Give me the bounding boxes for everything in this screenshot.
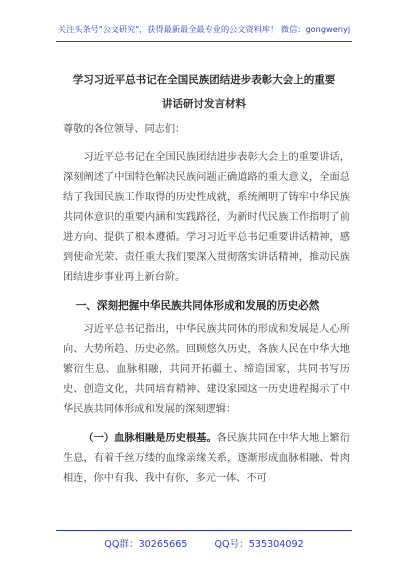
salutation: 尊敬的各位领导、同志们： bbox=[63, 124, 186, 135]
header-divider bbox=[56, 41, 352, 42]
footer-qq-group: QQ群：30265665 bbox=[104, 539, 188, 550]
document-title bbox=[40, 68, 368, 116]
subsection-1-paragraph bbox=[63, 428, 350, 489]
footer-divider bbox=[56, 530, 352, 531]
section-1-heading: 一、深刻把握中华民族共同体形成和发展的历史必然 bbox=[75, 300, 320, 312]
footer bbox=[0, 536, 408, 550]
header-note: 关注头条号"公文研究"，获得最新最全最专业的公文资料库！ 微信：gongwenyj bbox=[57, 24, 351, 34]
title-line-1: 学习习近平总书记在全国民族团结进步表彰大会上的重要 bbox=[72, 74, 336, 86]
document-body bbox=[63, 120, 350, 489]
intro-paragraph: 习近平总书记在全国民族团结进步表彰大会上的重要讲话，深刻阐述了中国特色解决民族问题正确道路的重大意义，全面总结了我国民族工作取得的历史性成就，系统阐明了铸牢中华民族共同体意识的重要内涵和实践路径，为新时代民族工作指明了前进方向、提供了根本遵循。学习习近平总书记重要讲话精神，感到使命光荣、责任重大我们要深入贯彻落实讲话精神，推动民族团结进步事业再上新台阶。 bbox=[63, 152, 350, 283]
footer-qq-number: QQ号：535304092 bbox=[214, 539, 304, 550]
section-1-paragraph: 习近平总书记指出，中华民族共同体的形成和发展是人心所向、大势所趋、历史必然。回顾悠久历史，各族人民在中华大地繁衍生息、血脉相融，共同开拓疆土、缔造国家，共同书写历史、创造文化，共同培育精神、建设家园这一历史进程揭示了中华民族共同体形成和发展的深刻逻辑： bbox=[63, 324, 350, 415]
subsection-1-label: （一）血脉相融是历史根基。 bbox=[83, 432, 217, 444]
subsection-1-text: 各民族共同在中华大地上繁衍生息，有着千丝万缕的血缘亲缘关系，逐渐形成血脉相融、骨肉相连，你中有我、我中有你，多元一体、不可 bbox=[63, 433, 351, 484]
title-line-2: 讲话研讨发言材料 bbox=[162, 98, 246, 110]
